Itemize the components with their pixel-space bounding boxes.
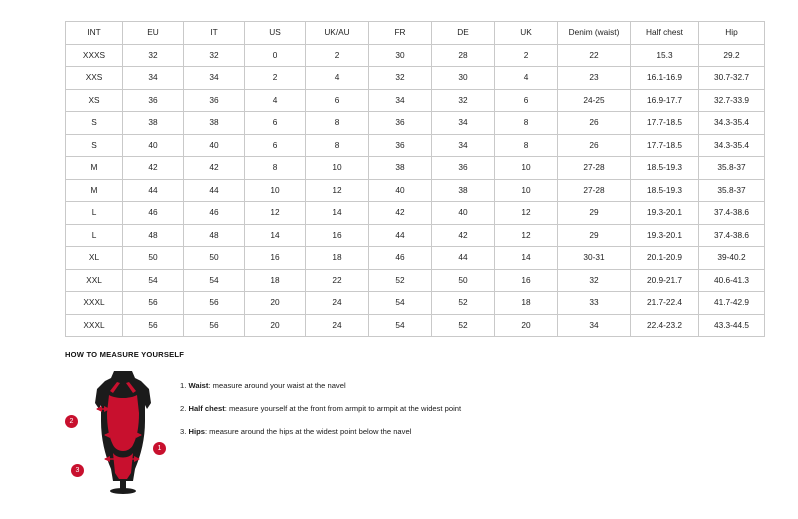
table-row: [66, 89, 765, 112]
table-cell: 38: [432, 179, 495, 202]
table-cell: 14: [245, 224, 306, 247]
table-cell: XXXL: [66, 314, 123, 337]
table-cell: L: [66, 224, 123, 247]
size-table: [65, 21, 765, 337]
table-cell: 44: [369, 224, 432, 247]
measure-note-term: Half chest: [188, 404, 225, 414]
table-cell: 20.1-20.9: [631, 247, 699, 270]
table-cell: 2: [245, 67, 306, 90]
table-cell: 26: [558, 134, 631, 157]
table-cell: 4: [245, 89, 306, 112]
table-cell: 15.3: [631, 44, 699, 67]
table-cell: XS: [66, 89, 123, 112]
table-header-row: [66, 22, 765, 45]
table-cell: 38: [184, 112, 245, 135]
table-cell: 17.7-18.5: [631, 112, 699, 135]
table-cell: 18: [245, 269, 306, 292]
measure-marker-3: 3: [71, 464, 84, 477]
column-header: FR: [369, 22, 432, 45]
mannequin-figure: [65, 369, 180, 499]
table-cell: 36: [369, 134, 432, 157]
table-cell: 20: [495, 314, 558, 337]
table-cell: 24: [306, 292, 369, 315]
measure-note: [180, 404, 765, 413]
table-row: [66, 224, 765, 247]
table-row: [66, 112, 765, 135]
table-cell: 18: [495, 292, 558, 315]
table-cell: XXXL: [66, 292, 123, 315]
table-cell: 41.7-42.9: [699, 292, 765, 315]
measure-note-term: Hips: [188, 427, 205, 437]
table-cell: XL: [66, 247, 123, 270]
table-cell: 21.7-22.4: [631, 292, 699, 315]
measure-note-term: Waist: [188, 381, 209, 390]
column-header: DE: [432, 22, 495, 45]
table-cell: 2: [495, 44, 558, 67]
table-cell: 27-28: [558, 157, 631, 180]
table-cell: 40: [369, 179, 432, 202]
table-cell: 50: [184, 247, 245, 270]
table-cell: 0: [245, 44, 306, 67]
column-header: UK: [495, 22, 558, 45]
table-cell: 32: [369, 67, 432, 90]
table-cell: 6: [245, 134, 306, 157]
mannequin-icon: [83, 369, 163, 494]
table-cell: 38: [369, 157, 432, 180]
table-cell: 23: [558, 67, 631, 90]
table-cell: 42: [184, 157, 245, 180]
column-header: IT: [184, 22, 245, 45]
table-cell: M: [66, 179, 123, 202]
table-cell: 54: [184, 269, 245, 292]
table-cell: XXL: [66, 269, 123, 292]
table-cell: 12: [245, 202, 306, 225]
table-cell: 43.3-44.5: [699, 314, 765, 337]
table-row: [66, 179, 765, 202]
table-cell: S: [66, 112, 123, 135]
column-header: US: [245, 22, 306, 45]
table-cell: 46: [184, 202, 245, 225]
table-cell: 22: [558, 44, 631, 67]
table-row: [66, 292, 765, 315]
table-cell: 36: [369, 112, 432, 135]
table-cell: XXXS: [66, 44, 123, 67]
table-cell: 16.1-16.9: [631, 67, 699, 90]
table-cell: 42: [123, 157, 184, 180]
table-cell: 52: [432, 314, 495, 337]
table-cell: 30.7-32.7: [699, 67, 765, 90]
table-row: [66, 67, 765, 90]
table-cell: 24-25: [558, 89, 631, 112]
table-cell: 34: [432, 134, 495, 157]
column-header: EU: [123, 22, 184, 45]
measure-note: [180, 427, 765, 436]
table-cell: 4: [495, 67, 558, 90]
table-cell: 10: [306, 157, 369, 180]
table-cell: 8: [245, 157, 306, 180]
table-cell: 37.4-38.6: [699, 224, 765, 247]
table-cell: 38: [123, 112, 184, 135]
table-row: [66, 269, 765, 292]
size-table-head: [66, 22, 765, 45]
table-cell: 8: [495, 134, 558, 157]
table-cell: 40: [123, 134, 184, 157]
table-cell: 36: [184, 89, 245, 112]
table-cell: 20: [245, 292, 306, 315]
table-cell: 44: [184, 179, 245, 202]
how-to-measure-body: [65, 369, 765, 499]
table-cell: 54: [123, 269, 184, 292]
table-cell: 34.3-35.4: [699, 112, 765, 135]
measure-notes: [180, 369, 765, 450]
table-cell: 4: [306, 67, 369, 90]
size-chart: [65, 21, 750, 337]
table-cell: 16: [245, 247, 306, 270]
measure-note-text: : measure around the hips at the widest point below the navel: [204, 427, 412, 437]
table-cell: 30-31: [558, 247, 631, 270]
table-cell: 28: [432, 44, 495, 67]
table-cell: 54: [369, 314, 432, 337]
table-cell: 50: [432, 269, 495, 292]
table-cell: 52: [369, 269, 432, 292]
table-cell: 29.2: [699, 44, 765, 67]
table-cell: 56: [123, 292, 184, 315]
table-cell: 22: [306, 269, 369, 292]
table-cell: 8: [306, 112, 369, 135]
table-cell: 36: [432, 157, 495, 180]
table-cell: 32: [184, 44, 245, 67]
table-cell: 16.9-17.7: [631, 89, 699, 112]
table-cell: 34: [558, 314, 631, 337]
table-cell: 30: [369, 44, 432, 67]
table-cell: 8: [306, 134, 369, 157]
measure-note-number: 2.: [180, 404, 187, 414]
table-cell: 44: [123, 179, 184, 202]
table-cell: 48: [123, 224, 184, 247]
table-cell: 54: [369, 292, 432, 315]
table-cell: 19.3-20.1: [631, 202, 699, 225]
table-cell: 27-28: [558, 179, 631, 202]
table-cell: 56: [123, 314, 184, 337]
table-cell: 6: [495, 89, 558, 112]
table-cell: 40.6-41.3: [699, 269, 765, 292]
measure-note: [180, 381, 765, 390]
table-cell: 56: [184, 314, 245, 337]
table-cell: 12: [306, 179, 369, 202]
table-row: [66, 202, 765, 225]
measure-note-text: : measure yourself at the front from armpit to armpit at the widest point: [224, 404, 462, 414]
table-cell: 46: [123, 202, 184, 225]
table-cell: 40: [184, 134, 245, 157]
table-cell: XXS: [66, 67, 123, 90]
table-cell: 17.7-18.5: [631, 134, 699, 157]
table-cell: 32.7-33.9: [699, 89, 765, 112]
measure-note-text: : measure around your waist at the navel: [208, 381, 346, 390]
table-cell: 32: [558, 269, 631, 292]
column-header: Denim (waist): [558, 22, 631, 45]
table-row: [66, 44, 765, 67]
table-cell: 32: [432, 89, 495, 112]
how-to-measure-section: [65, 350, 765, 499]
column-header: INT: [66, 22, 123, 45]
table-cell: 20.9-21.7: [631, 269, 699, 292]
table-cell: 50: [123, 247, 184, 270]
column-header: Half chest: [631, 22, 699, 45]
table-cell: 6: [245, 112, 306, 135]
table-cell: 20: [245, 314, 306, 337]
table-row: [66, 314, 765, 337]
table-cell: 46: [369, 247, 432, 270]
table-cell: 18.5-19.3: [631, 157, 699, 180]
table-cell: 40: [432, 202, 495, 225]
table-cell: 2: [306, 44, 369, 67]
table-cell: 26: [558, 112, 631, 135]
table-row: [66, 157, 765, 180]
table-cell: 42: [369, 202, 432, 225]
table-cell: 14: [306, 202, 369, 225]
table-cell: 16: [495, 269, 558, 292]
table-cell: 52: [432, 292, 495, 315]
table-cell: 18.5-19.3: [631, 179, 699, 202]
table-cell: 33: [558, 292, 631, 315]
table-cell: 10: [495, 157, 558, 180]
table-cell: 35.8-37: [699, 157, 765, 180]
table-cell: 44: [432, 247, 495, 270]
table-cell: 37.4-38.6: [699, 202, 765, 225]
table-row: [66, 247, 765, 270]
table-cell: 6: [306, 89, 369, 112]
table-cell: 32: [123, 44, 184, 67]
column-header: UK/AU: [306, 22, 369, 45]
table-cell: L: [66, 202, 123, 225]
measure-marker-1: 1: [153, 442, 166, 455]
table-cell: 19.3-20.1: [631, 224, 699, 247]
table-cell: 8: [495, 112, 558, 135]
table-cell: 22.4-23.2: [631, 314, 699, 337]
table-cell: 18: [306, 247, 369, 270]
table-cell: 56: [184, 292, 245, 315]
table-cell: 36: [123, 89, 184, 112]
column-header: Hip: [699, 22, 765, 45]
table-cell: S: [66, 134, 123, 157]
table-cell: 34: [184, 67, 245, 90]
table-cell: 10: [245, 179, 306, 202]
measure-note-number: 3.: [180, 427, 187, 437]
size-table-body: [66, 44, 765, 337]
table-cell: 24: [306, 314, 369, 337]
measure-note-number: 1.: [180, 381, 187, 390]
table-cell: 39-40.2: [699, 247, 765, 270]
table-cell: 12: [495, 224, 558, 247]
table-cell: 42: [432, 224, 495, 247]
table-cell: 12: [495, 202, 558, 225]
table-cell: 29: [558, 224, 631, 247]
table-cell: 30: [432, 67, 495, 90]
table-cell: 34.3-35.4: [699, 134, 765, 157]
table-cell: 10: [495, 179, 558, 202]
how-to-measure-title: HOW TO MEASURE YOURSELF: [65, 350, 185, 359]
table-cell: 34: [369, 89, 432, 112]
table-cell: 48: [184, 224, 245, 247]
table-row: [66, 134, 765, 157]
measure-marker-2: 2: [65, 415, 78, 428]
table-cell: M: [66, 157, 123, 180]
table-cell: 34: [432, 112, 495, 135]
table-cell: 34: [123, 67, 184, 90]
table-cell: 14: [495, 247, 558, 270]
table-cell: 16: [306, 224, 369, 247]
table-cell: 29: [558, 202, 631, 225]
table-cell: 35.8-37: [699, 179, 765, 202]
